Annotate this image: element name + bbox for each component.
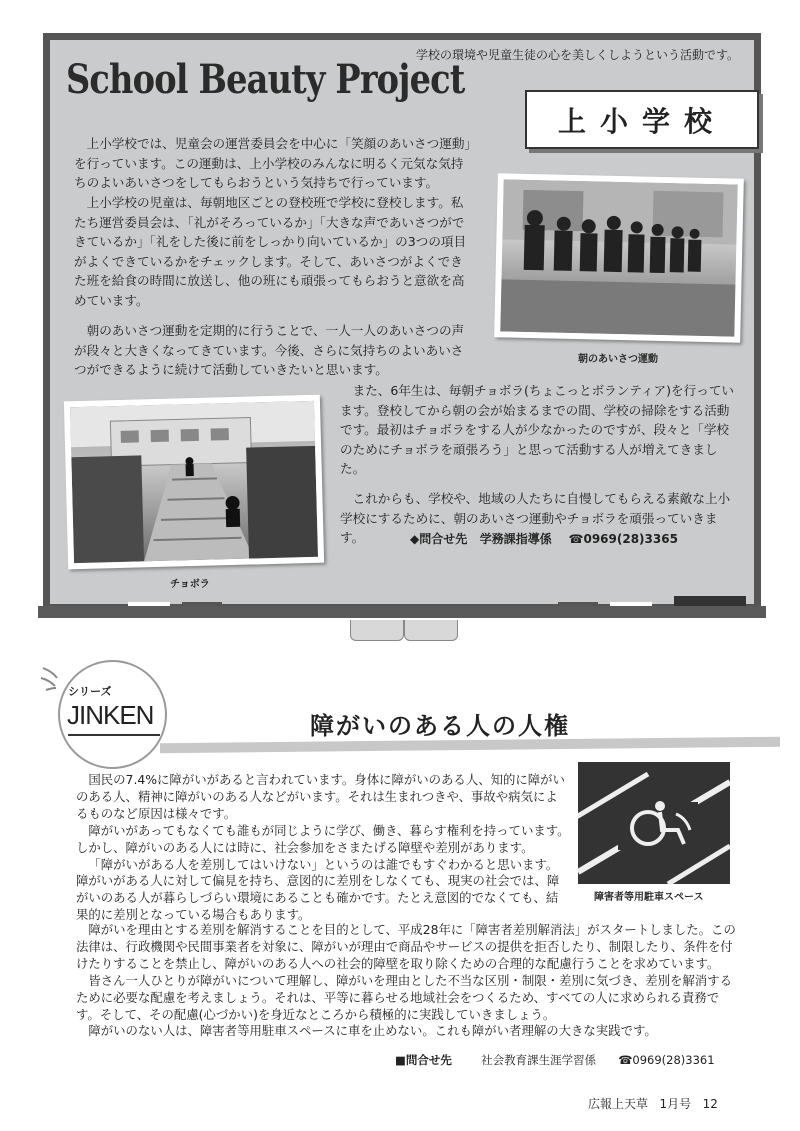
morning-greeting-caption: 朝のあいさつ運動	[578, 354, 658, 365]
page-footer	[588, 1095, 718, 1112]
contact1-label: ◆問合せ先	[410, 532, 468, 546]
series-name: JINKEN	[67, 700, 154, 730]
article1-para4: また、6年生は、毎朝チョボラ(ちょこっとボランティア)を行っています。登校してから朝の会が始まるまでの間、学校の掃除をする活動です。最初はチョボラをする人が少なかったのですが、段々と「学校のためにチョボラを頑張ろう」と思って活動する人が増えてきました。	[340, 383, 735, 477]
contact2-dept: 社会教育課生涯学習係	[481, 1053, 597, 1067]
chalk-tray	[38, 606, 766, 618]
school-stairs-graphic	[70, 401, 318, 563]
article1-contact	[410, 530, 678, 547]
school-beauty-logo: School Beauty Project	[66, 56, 465, 103]
wheelchair-icon	[578, 762, 730, 884]
parking-caption: 障害者等用駐車スペース	[594, 892, 704, 903]
school-name: 上小学校	[525, 90, 759, 149]
article2-p6: 障がいのない人は、障害者等用駐車スペースに車を止めない。これも障がい者理解の大きな実践です。	[88, 1023, 657, 1039]
article1-para1: 上小学校では、児童会の運営委員会を中心に「笑顔のあいさつ運動」を行っています。この運動は、上小学校のみんなに明るく元気な気持ちのよいあいさつをしてもらおうという気持ちで行っています。	[74, 136, 471, 191]
article1-para3: 朝のあいさつ運動を定期的に行うことで、一人一人のあいさつの声が段々と大きくなってきています。今後、さらに気持ちのよいあいさつができるように続けて活動していきたいと思います。	[74, 323, 465, 378]
article2-column-top	[76, 772, 570, 924]
board-stand	[350, 620, 404, 641]
contact1-phone: ☎0969(28)3365	[568, 532, 678, 546]
contact1-dept: 学務課指導係	[479, 532, 552, 546]
students-lineup-graphic	[500, 179, 737, 336]
footer-issue: 1月号	[659, 1097, 692, 1111]
article2-title: 障がいのある人の人権	[310, 712, 570, 740]
chobora-caption: チョボラ	[170, 579, 210, 590]
article2-p3: 「障がいがある人を差別してはいけない」というのは誰でもすぐわかると思います。障がいがある人に対して偏見を持ち、意図的に差別をしなくても、現実の社会では、障がいのある人が暮らしづらい環境にあることも確かです。たとえ意図的でなくても、結果的に差別となっている場合もあります。	[76, 856, 560, 923]
morning-greeting-image	[500, 179, 737, 336]
footer-page-number: 12	[702, 1097, 718, 1111]
morning-greeting-photo	[494, 173, 744, 343]
contact2-phone: ☎0969(28)3361	[618, 1053, 715, 1067]
article2-p5: 皆さん一人ひとりが障がいについて理解し、障がいを理由とした不当な区別・制限・差別に気づき、差別を解消するために必要な配慮を考えましょう。それは、平等に暮らせる地域社会をつくるため、すべての人に求められる責務です。そして、その配慮(心づかい)を身近なところから積極的に実践していきましょう。	[76, 972, 732, 1022]
board-subtitle: 学校の環境や児童生徒の心を美しくしようという活動です。	[415, 48, 739, 62]
contact2-label: ■問合せ先	[395, 1053, 452, 1067]
article2-column-bottom	[76, 922, 736, 1040]
article1-para2: 上小学校の児童は、毎朝地区ごとの登校班で学校に登校します。私たち運営委員会は、「礼がそろっているか」「大きな声であいさつができているか」「礼をした後に前をしっかり向いているか」の3つの項目がよくできているかをチェックします。そして、あいさつがよくできた班を給食の時間に放送し、他の班にも頑張ってもらおうと意欲を高めています。	[74, 195, 467, 308]
series-underline	[68, 734, 160, 736]
article2-contact	[395, 1052, 715, 1068]
article1-para5: これからも、学校や、地域の人たちに自慢してもらえる素敵な上小学校にするために、朝のあいさつ運動やチョボラを頑張っていきます。	[340, 491, 731, 546]
footer-publication: 広報上天草	[588, 1097, 649, 1111]
article2-p1: 国民の7.4%に障がいがあると言われています。身体に障がいのある人、知的に障がいのある人、精神に障がいのある人などがいます。それは生まれつきや、事故や病気によるものなど原因は様々です。	[76, 772, 565, 821]
series-label: シリーズ	[68, 685, 112, 698]
chobora-image	[70, 401, 318, 563]
article2-p4: 障がいを理由とする差別を解消することを目的として、平成28年に「障害者差別解消法」がスタートしました。この法律は、行政機関や民間事業者を対象に、障がいが理由で商品やサービスの提供を拒否したり、制限したり、条件を付けたりすることを禁止し、障がいのある人への社会的障壁を取り除くための合理的な配慮行うことを求めています。	[76, 922, 736, 971]
accessible-parking-photo	[578, 762, 730, 884]
board-stand	[404, 620, 458, 641]
article2-p2: 障がいがあってもなくても誰もが同じように学び、働き、暮らす権利を持っています。しかし、障がいのある人には時に、社会参加をさまたげる障壁や差別があります。	[76, 822, 570, 855]
chobora-photo	[64, 395, 324, 570]
